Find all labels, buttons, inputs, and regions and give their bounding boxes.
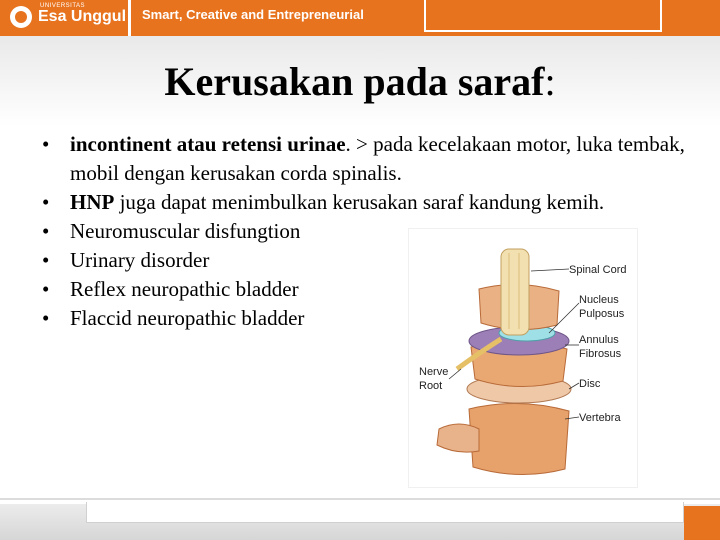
bullet-bold-text: HNP	[70, 190, 115, 214]
slide-title-colon: :	[544, 59, 556, 104]
bullet-text: Urinary disorder	[70, 248, 210, 272]
vertebra-process	[437, 424, 479, 452]
label-vertebra: Vertebra	[579, 412, 621, 424]
label-disc: Disc	[579, 378, 601, 390]
bullet-dot: •	[42, 190, 50, 214]
bullet-text: Flaccid neuropathic bladder	[70, 306, 305, 330]
label-nucleus-2: Pulposus	[579, 308, 625, 320]
bullet-text: Reflex neuropathic bladder	[70, 277, 299, 301]
label-nerve-1: Nerve	[419, 366, 449, 378]
slide-title-text: Kerusakan pada saraf	[164, 59, 545, 104]
logo-circle-icon	[10, 6, 32, 28]
bullet-dot: •	[42, 132, 50, 156]
spine-illustration	[409, 229, 637, 487]
lower-vertebra	[469, 403, 569, 474]
header-divider	[128, 0, 131, 36]
bullet-dot: •	[42, 219, 50, 243]
bullet-dot: •	[42, 306, 50, 330]
bullet-text: Neuromuscular disfungtion	[70, 219, 301, 243]
header-tagline: Smart, Creative and Entrepreneurial	[142, 7, 364, 22]
label-nerve-2: Root	[419, 380, 443, 392]
bullet-item	[40, 130, 700, 188]
logo-text: Esa Unggul	[38, 8, 127, 25]
slide-title	[0, 58, 720, 105]
spine-anatomy-image	[408, 228, 638, 488]
university-logo	[0, 0, 128, 36]
header-tab-decoration	[424, 0, 662, 32]
label-annulus-2: Fibrosus	[579, 348, 622, 360]
bullet-bold-text: incontinent atau retensi urinae	[70, 132, 346, 156]
bullet-item	[40, 188, 700, 217]
bullet-text: . > pada kecelakaan motor, luka tembak, mobil dengan kerusakan corda spinalis.	[70, 132, 685, 185]
bullet-dot: •	[42, 277, 50, 301]
footer-tab-decoration	[86, 502, 684, 523]
bullet-text: juga dapat menimbulkan kerusakan saraf kandung kemih.	[114, 190, 605, 214]
spinal-cord	[501, 249, 529, 335]
label-spinal-cord: Spinal Cord	[569, 264, 627, 276]
logo-subtitle: UNIVERSITAS	[40, 3, 86, 9]
label-annulus-1: Annulus	[579, 334, 619, 346]
footer-orange-block	[684, 506, 720, 540]
label-nucleus-1: Nucleus	[579, 294, 619, 306]
footer-line	[0, 498, 720, 500]
bullet-dot: •	[42, 248, 50, 272]
